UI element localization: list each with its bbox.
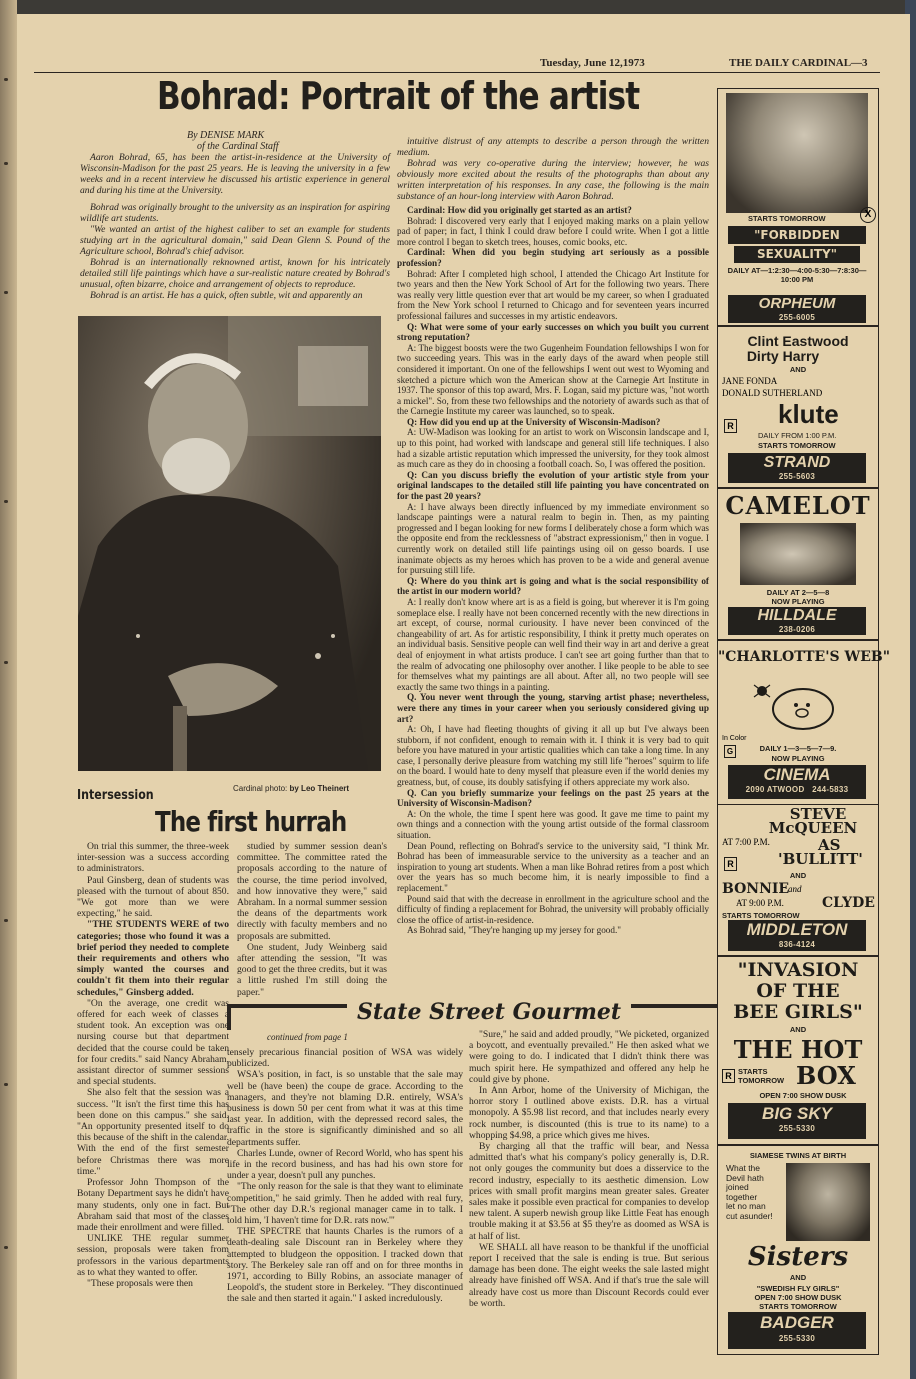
ad-cinema-rating: G xyxy=(724,745,736,758)
interview-answer: A: Oh, I have had fleeting thoughts of giving it all up but I've always been stubborn, if not confident, enough to remain with it. I think it is very bad to quit before you have matured in your artistic qualities which can take a long time. In any case, I personally derive pleasure from watching my still life "heroes" squirm to life on the board. I would hate to deny myself that pleasure even if the world denies my greatness, but, of couse, its doubly satisfying if others appreciate my work also. xyxy=(397,724,709,788)
ad-middleton-title2amp: and xyxy=(788,884,802,894)
article-paragraph: Charles Lunde, owner of Record World, who has spent his life in the record business, and has had his own store for under a year, doesn't pull any punches. xyxy=(227,1147,463,1182)
masthead: THE DAILY CARDINAL—3 xyxy=(729,57,868,69)
ad-hilldale-status: NOW PLAYING xyxy=(771,597,825,606)
photo-credit-label: Cardinal photo: xyxy=(233,784,288,793)
ad-bigsky-title4: THE HOT xyxy=(733,1035,863,1064)
interview-answer: A: UW-Madison was looking for an artist to work on Wisconsin landscape and I, up to this point, had worked with landscape and general still life techniques. I also had a sizable artistic reputation which impressed the university, for they took almost as much care as they do in choosing a football coach. So, I was offered the position. xyxy=(397,427,709,470)
ad-badger-title2: "SWEDISH FLY GIRLS" xyxy=(756,1284,840,1293)
ad-strand-title: klute xyxy=(778,399,839,429)
article-paragraph: By charging all that the traffic will bear, and Nessa admitted that's what his company's policy generally is, D.R. not only gouges the community but does a disservice to the record industry, especially to its aesthetic dimension. Low prices with small profit margins mean greater sales. Greater sales make it possible even practical for companies to develop new talent. A superb newish group like Little Feat has enough trouble making it at $3.56 at $5 they're as doomed as WSA is at half of list. xyxy=(469,1141,709,1242)
continued-note: continued from page 1 xyxy=(267,1032,348,1042)
ad-bigsky-phone: 255-5330 xyxy=(778,1124,816,1133)
ad-badger xyxy=(717,1145,879,1355)
ad-middleton-theater-bar xyxy=(728,920,866,951)
interview-question: Q. Can you briefly summarize your feelings on the past 25 years at the University of Wisconsin-Madison? xyxy=(397,787,709,809)
ad-hilldale xyxy=(717,488,879,640)
ad-middleton-theater: MIDDLETON xyxy=(746,920,848,939)
ad-bigsky-title3: BEE GIRLS" xyxy=(733,1001,863,1023)
article-paragraph: WSA's position, in fact, is so unstable that the sale may well be (have been) the coupe de grace. According to the managers, and they're not blaming D.R. entirely, WSA's business is down 50 per cent from what it was at this time last year. In addition, with the depressed record sales, the traffic in the store is significantly diminished and so all departments suffer. xyxy=(227,1069,463,1148)
ad-hilldale-theater-bar xyxy=(728,607,866,635)
intersession-col2 xyxy=(237,841,387,998)
gourmet-col2 xyxy=(469,1029,709,1309)
ad-orpheum-phone: 255-6005 xyxy=(778,313,816,322)
intro-paragraph: intuitive distrust of any attempts to describe a person through the written medium. xyxy=(397,136,709,158)
article-paragraph: "THE STUDENTS WERE of two categories; those who found it was a brief period they needed to complete their requirements and others who simply wanted the courses and couldn't fit them into their regular schedules," Ginsberg added. xyxy=(77,919,229,998)
article-paragraph: Paul Ginsberg, dean of students was pleased with the turnout of about 850. "We got more than we were expecting," he said. xyxy=(77,874,229,920)
intro-paragraph: "We wanted an artist of the highest caliber to set an example for students studying art in the agricultural domain," said Dean Glenn S. Pound of the Agriculture school, Bohrad's chief advisor. xyxy=(80,224,390,257)
ad-strand-theater: STRAND xyxy=(763,454,831,471)
ad-orpheum-times: DAILY AT—1:2:30—4:00-5:30—7:8:30—10:00 PM xyxy=(727,266,867,284)
ad-badger-title: Sisters xyxy=(747,1242,849,1272)
intersession-headline: The first hurrah xyxy=(155,805,347,838)
blurb-line: joined xyxy=(726,1182,749,1193)
intro-paragraph: Bohrad is an internationally reknowned artist, known for his intricately detailed still life paintings which have a sur-realistic nature created by Bohrad's unusual, often bizarre, choice and arrangement of objects to reproduce. xyxy=(80,257,390,290)
page-number: 3 xyxy=(862,57,868,69)
blurb-line: together xyxy=(726,1191,758,1202)
blurb-line: What the xyxy=(726,1163,761,1173)
interview-question: Cardinal: How did you originally get started as an artist? xyxy=(407,205,632,215)
interview-question: Q: Where do you think art is going and what is the social responsibility of the artist in our modern world? xyxy=(397,575,709,597)
intersession-kicker: Intersession xyxy=(77,788,154,803)
ad-orpheum-theater-bar xyxy=(728,295,866,323)
byline-staff: of the Cardinal Staff xyxy=(197,141,279,152)
ad-cinema-status: NOW PLAYING xyxy=(771,754,825,763)
interview-answer: Bohrad: After I completed high school, I attended the Chicago Art Institute for two years and then the New York School of Art for the following two years. There was really very little question ever that art would be my career, so when I graduated from the New York school I returned to Chicago and for seventeen years incurred professional failures and successes in my artistic endeavors. xyxy=(397,268,709,321)
article-paragraph: "The only reason for the sale is that they want to eliminate competition," he said grimly. Then he added with real fury, "The other day D.R.'s regional manager came in to talk. I told him, 'I haven't time for D.R. rats now.'" xyxy=(227,1181,463,1227)
blurb-line: cut asunder! xyxy=(726,1210,773,1221)
ad-cinema-theater-bar xyxy=(728,765,866,799)
ad-strand xyxy=(717,326,879,488)
gourmet-col1 xyxy=(227,1047,463,1305)
ad-hilldale-phone: 238-0206 xyxy=(778,625,816,634)
article-paragraph: "Sure," he said and added proudly, "We picketed, organized a boycott, and eventually prevailed." He then asked what we were going to do. I indicated that I didn't think there was much spirit here. He sympathized and offered any help he could give by phone. xyxy=(469,1029,709,1085)
article-paragraph: "These proposals were then xyxy=(87,1277,193,1289)
ad-badger-phone: 255-5330 xyxy=(778,1334,816,1343)
article-paragraph: "On the average, one credit was offered for each week of classes a student took. An exception was one nursing course but that department decided that the course could be taken for four credits." said Nancy Abraham, assistant director of summer sessions and special students. xyxy=(77,997,229,1088)
binding-hole xyxy=(4,1246,8,1249)
ad-strand-rating: R xyxy=(724,419,737,433)
binding-hole xyxy=(4,1083,8,1086)
ad-strand-starts: STARTS TOMORROW xyxy=(758,441,836,450)
byline-author: By DENISE MARK xyxy=(187,130,265,141)
ad-bigsky-theater-bar xyxy=(728,1103,866,1139)
intro-paragraph: Bohrad is an artist. He has a quick, often subtle, wit and apparently an xyxy=(90,290,363,301)
ad-middleton-title2b: CLYDE xyxy=(822,895,875,911)
ad-middleton-time1: AT 7:00 P.M. xyxy=(722,837,770,847)
interview-question: Q: Can you discuss briefly the evolution of your artistic style from your original landscapes to the detailed still life painting you have concentrated on for the past 20 years? xyxy=(397,469,709,502)
interview-answer: Bohrad: I discovered very early that I enjoyed making marks on a plain yellow pad of paper; in fact, I think I could draw before I could write. When I got a little more control I began to sketch trees, houses, comic books, etc. xyxy=(397,215,709,247)
ad-cinema-address: 2090 ATWOOD xyxy=(745,785,805,794)
photo-credit xyxy=(233,784,349,793)
blurb-line: let no man xyxy=(726,1201,766,1212)
interview-answer: A: The biggest boosts were the two Gugenheim Foundation fellowships I won for two succeeding years. This was in the early days of the award when people still considered it important. On one of the fellowships I went out west to Wyoming and sketched a picture which won the American show at the Carnegie Art Institute in 1937. The sponsor of this top award, Mrs. F. Logan, said my picture was, "not worth a mickel". So, from these two fellowships and the notoriety of awards such as that of the Carnegie Institute my career was launched, so to speak. xyxy=(397,342,709,417)
article-paragraph: Professor John Thompson of the Botany Department says he didn't have many students, only one in fact. But Abraham said that most of the classes made their enrollment and were filled. xyxy=(77,1177,229,1233)
artist-portrait-photo xyxy=(78,316,381,771)
article-paragraph: THE SPECTRE that haunts Charles is the rumors of a death-dealing sale Discount ran in Berkeley where they attempted to bludgeon the opposition. I tracked down that story. The Berkeley sale ran off and on for three months in 1971, according to Billy Robins, an associate manager of Leopold's, the student store in Berkeley. "They discontinued the sale and then started it again." I asked incredulously. xyxy=(227,1226,463,1305)
ad-middleton-star1: STEVE xyxy=(789,805,847,823)
ad-middleton-as: AS xyxy=(818,836,841,854)
ad-cinema-times: DAILY 1—3—5—7—9. xyxy=(759,744,837,753)
intersession-col1 xyxy=(77,841,229,1289)
ad-bigsky-rating: R xyxy=(722,1069,735,1083)
ad-cinema-phone: 244-5833 xyxy=(812,785,849,794)
binding-hole xyxy=(4,291,8,294)
ad-badger-and: AND xyxy=(789,1273,807,1282)
ad-cinema-title: "CHARLOTTE'S WEB" xyxy=(718,649,890,665)
interview-question: Cardinal: When did you begin studying art seriously as a possible profession? xyxy=(397,247,709,268)
interview-question: Q. You never went through the young, starving artist phase; nevertheless, were there any times in your career when you seriously considered giving up art? xyxy=(397,692,709,724)
interview-question: Q: What were some of your early successes on which you built you current strong reputation? xyxy=(397,321,709,343)
article-paragraph: WE SHALL all have reason to be thankful if the unofficial report I received that the sale is ending is true. But serious damage has been done. The eight weeks the sale lasted might already have finished off WSA. And if that's true the sale will already have cost us more than Discount Records could ever be worth. xyxy=(469,1241,709,1309)
intro-paragraph: Bohrad was originally brought to the university as an inspiration for aspiring wildlife art students. xyxy=(80,202,390,224)
ad-cinema-theater: CINEMA xyxy=(763,765,831,784)
ad-cinema-color-note: In Color xyxy=(722,735,747,742)
ad-badger-blurb xyxy=(726,1164,773,1222)
ad-badger-open: OPEN 7:00 SHOW DUSK xyxy=(754,1293,842,1302)
ad-bigsky-theater: BIG SKY xyxy=(762,1104,832,1123)
masthead-rule xyxy=(34,72,880,73)
ad-orpheum-starts: STARTS TOMORROW xyxy=(748,214,826,223)
closing-paragraph: As Bohrad said, "They're hanging up my jersey for good." xyxy=(407,925,622,936)
article-paragraph: One student, Judy Weinberg said after attending the session, "It was good to get the three credits, but it was a little rushed I'm still doing the paper." xyxy=(237,941,387,998)
ad-middleton xyxy=(717,804,879,956)
portrait-illustration xyxy=(78,316,381,771)
ad-hilldale-theater: HILLDALE xyxy=(757,607,837,624)
ad-badger-theater: BADGER xyxy=(760,1313,834,1332)
issue-date: Tuesday, June 12,1973 xyxy=(540,57,645,69)
ad-middleton-star2: McQUEEN xyxy=(768,819,858,837)
ad-strand-star3: JANE FONDA xyxy=(722,376,778,386)
paper-name: THE DAILY CARDINAL xyxy=(729,57,852,69)
gourmet-title: State Street Gourmet xyxy=(347,999,631,1025)
ad-orpheum-theater: ORPHEUM xyxy=(758,295,836,312)
ad-middleton-and: AND xyxy=(789,871,807,880)
interview-answer: A: On the whole, the time I spent here was good. It gave me time to paint my own things and a connection with the young artist outside of the formal classroom situation. xyxy=(397,808,709,841)
ad-middleton-title1: 'BULLITT' xyxy=(778,850,863,868)
ad-cinema xyxy=(717,640,890,805)
ad-middleton-starts: STARTS TOMORROW xyxy=(722,911,800,920)
ad-strand-times: DAILY FROM 1:00 P.M. xyxy=(758,431,837,440)
ad-orpheum xyxy=(717,88,879,326)
interview-question: Q: How did you end up at the University of Wisconsin-Madison? xyxy=(407,416,661,427)
article-paragraph: UNLIKE THE regular summer session, proposals were taken from professors in the various departments as to what they wanted to offer. xyxy=(77,1233,229,1278)
binding-hole xyxy=(4,500,8,503)
ad-orpheum-title2: SEXUALITY" xyxy=(734,246,860,263)
ad-strand-star2: Dirty Harry xyxy=(746,348,820,364)
ad-strand-star4: DONALD SUTHERLAND xyxy=(722,388,823,398)
ad-hilldale-times: DAILY AT 2—5—8 xyxy=(766,588,830,597)
ad-badger-tag: SIAMESE TWINS AT BIRTH xyxy=(749,1151,847,1160)
ad-badger-starts: STARTS TOMORROW xyxy=(759,1302,837,1311)
ad-bigsky-title2: OF THE xyxy=(756,980,840,1002)
ad-strand-star1: Clint Eastwood xyxy=(747,333,849,349)
ad-bigsky-title1: "INVASION xyxy=(737,959,859,981)
interview-answer: A: I have always been directly influenced by my immediate environment so landscape paintings were a natural realm to begin in. Then, as my painting progressed and I began looking for new forms I deliberately chose a form which was the opposite end from the recklessness of "abstract expressionism," then in vogue. I currently work on detailed still life paintings using oil on gesso boards. I use inanimate objects as my heroes which has proven to be a wide and general avenue for pursuing still life. xyxy=(397,501,709,576)
page-binding-edge xyxy=(0,0,17,1379)
ad-middleton-rating: R xyxy=(724,857,737,871)
interview-answer: A: I really don't know where art is as a field is going, but wherever it is I'm going someplace else. I really have not been concerned recently with the new directions in art except, of course, normal curiousity. I have never been convinced of the changeability of art. As for artistic responsibility, I think it pretty much operates on an individual basis. Sensitive people can well find their way in art and derive a great deal of enjoyment in what artists produce. I can't see art going further than that to the realm of advocating one philosophy over another. I like people to be able to see for themselves what my paintings are all about. After all, no two people will see exactly the same two things in a painting. xyxy=(397,596,709,692)
intro-left xyxy=(80,152,390,301)
binding-hole xyxy=(4,661,8,664)
article-paragraph: In Ann Arbor, home of the University of Michigan, the horror story I outlined above exists. D.R. has a virtual monopoly. A $5.98 list record, and that includes nearly every rock number, is discounted (this is true to its name) to a whopping $4.98, a price which gives me hives. xyxy=(469,1085,709,1141)
pig-spider-illustration xyxy=(748,671,848,737)
ad-orpheum-rating: X xyxy=(860,207,876,223)
main-headline: Bohrad: Portrait of the artist xyxy=(157,74,640,118)
binding-hole xyxy=(4,78,8,81)
closing-paragraph: Pound said that with the decrease in enrollment in the agriculture school and the difficulty of finding a replacement for Bohrad, the university will probably officially close the office of artist-in-residence. xyxy=(397,893,709,925)
ad-middleton-time2: AT 9:00 P.M. xyxy=(736,898,784,908)
article-paragraph: She also felt that the session was a success. "It isn't the first time this has been done on this campus." she said. "An opportunity presented itself to do this because of the shift in the calendar. With the end of the first semester before Christmas there was more time." xyxy=(77,1087,229,1177)
ad-orpheum-photo xyxy=(726,93,868,213)
intro-paragraph: Bohrad was very co-operative during the interview; however, he was obviously more excited about the results of the photographs than about any written interpretation of his responses. In any case, the following is the main substance of an hour-long interview with Aaron Bohrad. xyxy=(397,158,709,202)
ad-hilldale-photo xyxy=(740,523,856,585)
ad-badger-photo xyxy=(786,1163,870,1241)
ad-middleton-phone: 836-4124 xyxy=(778,940,816,949)
ad-badger-theater-bar xyxy=(728,1312,866,1349)
ad-strand-theater-bar xyxy=(728,453,866,483)
interview-column xyxy=(397,136,709,936)
ad-orpheum-title1: "FORBIDDEN xyxy=(728,226,866,244)
ad-bigsky-title5: BOX xyxy=(796,1061,856,1090)
ad-strand-and: AND xyxy=(789,365,807,374)
closing-paragraph: Dean Pound, reflecting on Bohrad's service to the university said, "I think Mr. Bohrad has been of immeasurable service to the university as a teacher and an inspiration to young art students. When a man like Bohrad retires from a post which over the years has so much become him, it is nearly impossible to find a replacement." xyxy=(397,840,709,893)
ad-strand-phone: 255-5603 xyxy=(778,472,816,481)
blurb-line: Devil hath xyxy=(726,1172,764,1183)
newsprint-page xyxy=(17,14,910,1379)
article-paragraph: studied by summer session dean's committee. The committee rated the proposals according to the nature of the course, the time period involved, and how innovative they were," said Abraham. In a normal summer session the deans of the departments work directly with faculty members and no proposals are submitted. xyxy=(237,841,387,942)
article-paragraph: On trial this summer, the three-week inter-session was a success according to administrators. xyxy=(77,841,229,875)
ad-middleton-title2a: BONNIE xyxy=(722,881,790,897)
ad-bigsky-starts: STARTS TOMORROW xyxy=(738,1067,785,1085)
article-paragraph: tensely precarious financial position of WSA was widely publicized. xyxy=(227,1047,463,1070)
ad-bigsky xyxy=(717,956,879,1145)
binding-hole xyxy=(4,162,8,165)
photo-credit-name: by Leo Theinert xyxy=(289,784,350,793)
ad-hilldale-title: CAMELOT xyxy=(725,491,871,520)
ad-bigsky-open: OPEN 7:00 SHOW DUSK xyxy=(759,1091,847,1100)
intro-paragraph: Aaron Bohrad, 65, has been the artist-in-residence at the University of Wisconsin-Madison for the past 25 years. He is leaving the university in a few weeks and in a recent interview he discussed his artistic experience in general and during his time at the University. xyxy=(80,152,390,196)
ad-bigsky-and: AND xyxy=(789,1025,807,1034)
binding-hole xyxy=(4,919,8,922)
